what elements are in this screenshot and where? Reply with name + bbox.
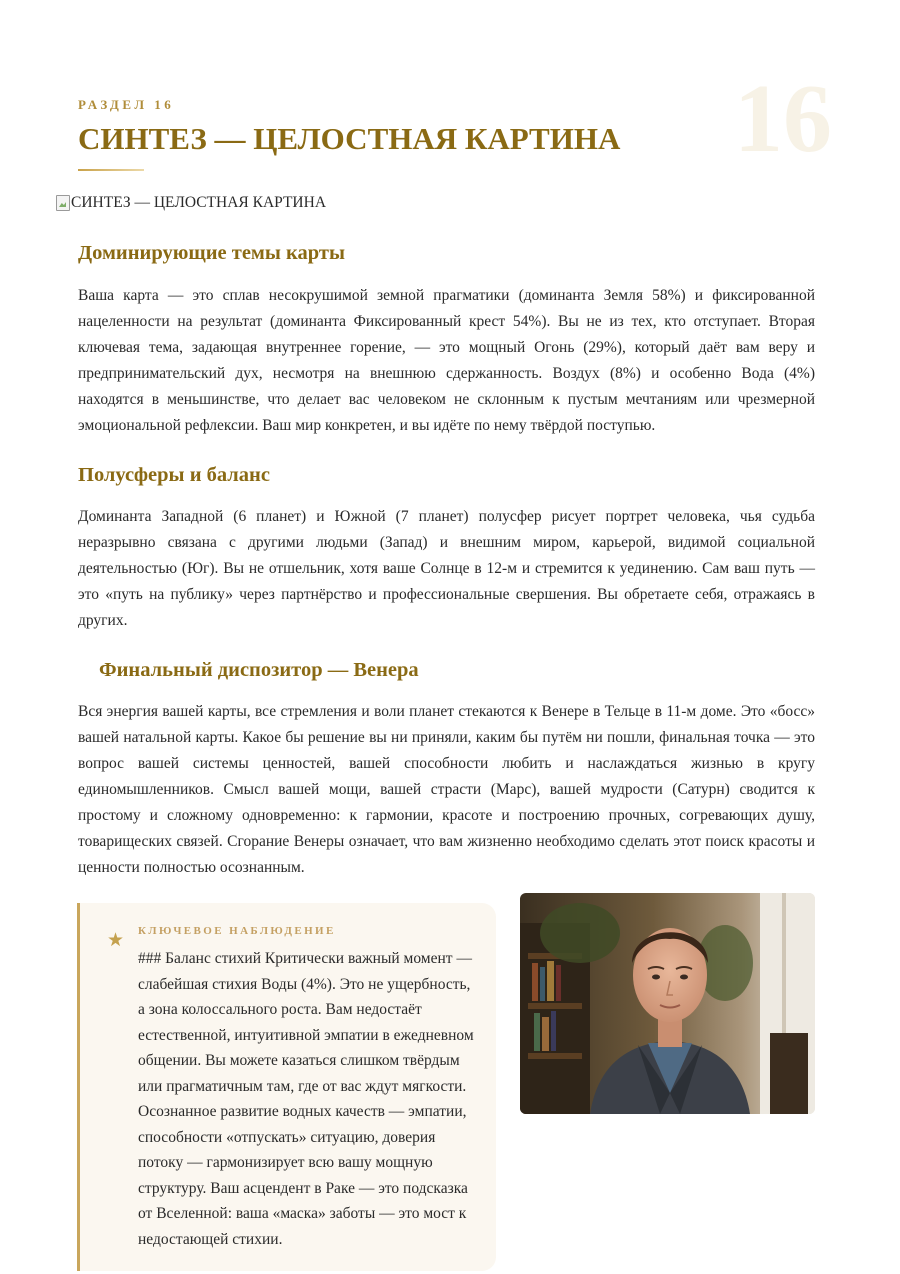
callout-label: КЛЮЧЕВОЕ НАБЛЮДЕНИЕ	[138, 925, 336, 937]
section-heading-hemispheres: Полусферы и баланс	[78, 464, 270, 486]
page-title: СИНТЕЗ — ЦЕЛОСТНАЯ КАРТИНА	[78, 121, 621, 156]
section-body-hemispheres: Доминанта Западной (6 планет) и Южной (7 планет) полусфер рисует портрет человека, чья судьба неразрывно связана с другими людьми (Запад) и внешним миром, карьерой, видимой социальной деятельностью (Юг). Вы не отшельник, хотя ваше Солнце в 12-м и стремится к уединению. Сам ваш путь — это «путь на публику» через партнёрство и профессиональные свершения. Вы обретаете себя, отражаясь в других.	[78, 508, 815, 629]
key-observation-callout	[77, 903, 496, 1271]
portrait-illustration	[520, 893, 815, 1114]
title-underline	[78, 169, 144, 171]
portrait-photo	[520, 893, 815, 1114]
broken-image	[56, 190, 326, 216]
section-body-final-dispositor: Вся энергия вашей карты, все стремления и воли планет стекаются к Венере в Тельце в 11-м доме. Это «босс» вашей натальной карты. Какое бы решение вы ни приняли, каким бы путём ни пошли, финальная точка — это вопрос вашей системы ценностей, вашей способности любить и наслаждаться жизнью в кругу единомышленников. Смысл вашей мощи, вашей страсти (Марс), вашей мудрости (Сатурн) сводится к простому и сложному одновременно: к гармонии, красоте и построению прочных, согревающих душу, товарищеских связей. Сгорание Венеры означает, что вам жизненно необходимо сделать этот поиск красоты и ценности полностью осознанным.	[78, 703, 815, 876]
section-body-dominant-themes: Ваша карта — это сплав несокрушимой земной прагматики (доминанта Земля 58%) и фиксированной нацеленности на результат (доминанта Фиксированный крест 54%). Вы не из тех, кто отступает. Вторая ключевая тема, задающая внутреннее горение, — это мощный Огонь (29%), который даёт вам веру и предпринимательский дух, несмотря на внешнюю сдержанность. Воздух (8%) и особенно Вода (4%) находятся в меньшинстве, что делает вас человеком не склонным к пустым мечтаниям или чрезмерной эмоциональной рефлексии. Ваш мир конкретен, и вы идёте по нему твёрдой поступью.	[78, 287, 815, 434]
section-heading-final-dispositor: Финальный диспозитор — Венера	[99, 659, 419, 681]
section-heading-dominant-themes: Доминирующие темы карты	[78, 242, 345, 264]
section-eyebrow: РАЗДЕЛ 16	[78, 97, 175, 112]
broken-image-alt-text: СИНТЕЗ — ЦЕЛОСТНАЯ КАРТИНА	[71, 194, 327, 211]
section-number-watermark: 16	[734, 65, 832, 173]
broken-image-icon	[56, 195, 70, 211]
star-icon: ★	[107, 929, 125, 951]
callout-text: ### Баланс стихий Критически важный момент — слабейшая стихия Воды (4%). Это не ущербность, а зона колоссального роста. Вам недостаёт естественной, интуитивной эмпатии в ежедневном общении. Вы можете казаться слишком твёрдым или прагматичным там, где от вас ждут мягкости. Осознанное развитие водных качеств — эмпатии, способности «отпускать» ситуацию, доверия потоку — гармонизирует всю вашу мощную структуру. Ваш асцендент в Раке — это подсказка от Вселенной: ваша «маска» заботы — это мост к недостающей стихии.	[138, 950, 474, 1248]
